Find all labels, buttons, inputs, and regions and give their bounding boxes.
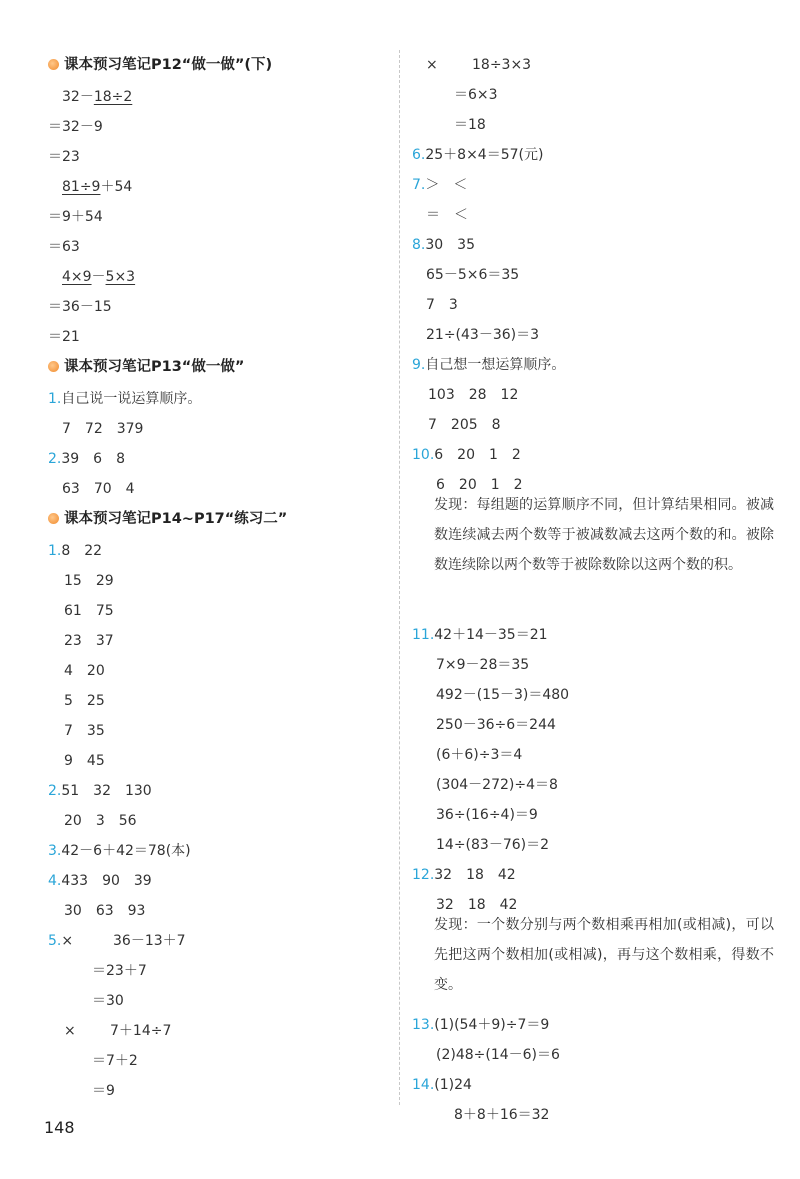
- calc-line: ＝18: [454, 117, 486, 133]
- section-title-p14-p17: 课本预习笔记P14~P17“练习二”: [48, 509, 287, 529]
- question-14: 14.(1)24: [412, 1077, 472, 1093]
- answer-line: 7 3: [426, 297, 458, 313]
- question-12: 12.32 18 42: [412, 867, 516, 883]
- answer-line: 32 18 42: [436, 897, 518, 913]
- question-6: 6.25＋8×4＝57(元): [412, 147, 544, 163]
- answer-line: 7 205 8: [428, 417, 501, 433]
- calc-line: 81÷9＋54: [62, 179, 133, 195]
- calc-line: ＝63: [48, 239, 80, 255]
- answer-line: 15 29: [64, 573, 114, 589]
- wrong-mark: ×: [426, 57, 438, 73]
- answer-line: 36÷(16÷4)＝9: [436, 807, 538, 823]
- calc-line: ＝23: [48, 149, 80, 165]
- calc-line: 32－18÷2: [62, 89, 133, 105]
- answer-line: 4 20: [64, 663, 105, 679]
- answer-line: 6 20 1 2: [436, 477, 523, 493]
- answer-line: 61 75: [64, 603, 114, 619]
- answer-line: 65－5×6＝35: [426, 267, 520, 283]
- answer-line: 9 45: [64, 753, 105, 769]
- calc-line: ＝32－9: [48, 119, 103, 135]
- question-11: 11.42＋14－35＝21: [412, 627, 548, 643]
- answer-line: (2)48÷(14－6)＝6: [436, 1047, 560, 1063]
- question-1: 1.自己说一说运算顺序。: [48, 391, 202, 407]
- answer-line: 103 28 12: [428, 387, 519, 403]
- answer-line: 492－(15－3)＝480: [436, 687, 570, 703]
- calc-line: ＝7＋2: [92, 1053, 138, 1069]
- question-7: 7.＞ ＜: [412, 177, 468, 193]
- section-title-p12: 课本预习笔记P12“做一做”(下): [48, 55, 272, 75]
- calc-line: 7＋14÷7: [110, 1023, 172, 1039]
- answer-line: 7 35: [64, 723, 105, 739]
- answer-line: 14÷(83－76)＝2: [436, 837, 550, 853]
- question-3: 3.42－6＋42＝78(本): [48, 843, 191, 859]
- question-13: 13.(1)(54＋9)÷7＝9: [412, 1017, 550, 1033]
- answer-line: 30 63 93: [64, 903, 146, 919]
- orange-bullet-icon: [48, 59, 59, 70]
- calc-line: 18÷3×3: [472, 57, 532, 73]
- question-10: 10.6 20 1 2: [412, 447, 521, 463]
- discovery-paragraph: 发现：一个数分别与两个数相乘再相加(或相减)，可以先把这两个数相加(或相减)，再与这个数相乘，得数不变。: [434, 917, 774, 993]
- question-5: 5.×: [48, 933, 74, 949]
- answer-line: 7×9－28＝35: [436, 657, 530, 673]
- answer-line: ＝ ＜: [426, 207, 468, 223]
- answer-line: 23 37: [64, 633, 114, 649]
- calc-line: 36－13＋7: [113, 933, 186, 949]
- answer-line: 8＋8＋16＝32: [454, 1107, 550, 1123]
- page-number: 148: [44, 1118, 75, 1137]
- section-title-p13: 课本预习笔记P13“做一做”: [48, 357, 244, 377]
- column-divider: [399, 50, 400, 1105]
- question-8: 8.30 35: [412, 237, 475, 253]
- calc-line: ＝30: [92, 993, 124, 1009]
- orange-bullet-icon: [48, 513, 59, 524]
- question-4: 4.433 90 39: [48, 873, 152, 889]
- question-2: 2.39 6 8: [48, 451, 125, 467]
- calc-line: ＝36－15: [48, 299, 112, 315]
- calc-line: ＝21: [48, 329, 80, 345]
- question-1: 1.8 22: [48, 543, 103, 559]
- calc-line: 4×9－5×3: [62, 269, 136, 285]
- calc-line: ＝9＋54: [48, 209, 103, 225]
- question-9: 9.自己想一想运算顺序。: [412, 357, 566, 373]
- answer-line: (6＋6)÷3＝4: [436, 747, 523, 763]
- discovery-paragraph: 发现：每组题的运算顺序不同，但计算结果相同。被减数连续减去两个数等于被减数减去这两个数的和。被除数连续除以两个数等于被除数除以这两个数的积。: [434, 497, 774, 573]
- answer-line: 21÷(43－36)＝3: [426, 327, 540, 343]
- calc-line: ＝9: [92, 1083, 115, 1099]
- answer-line: 5 25: [64, 693, 105, 709]
- answer-line: 7 72 379: [62, 421, 144, 437]
- answer-line: 63 70 4: [62, 481, 135, 497]
- wrong-mark: ×: [64, 1023, 76, 1039]
- answer-line: 20 3 56: [64, 813, 137, 829]
- answer-line: 250－36÷6＝244: [436, 717, 556, 733]
- orange-bullet-icon: [48, 361, 59, 372]
- calc-line: ＝6×3: [454, 87, 498, 103]
- question-2: 2.51 32 130: [48, 783, 152, 799]
- answer-line: (304－272)÷4＝8: [436, 777, 558, 793]
- calc-line: ＝23＋7: [92, 963, 147, 979]
